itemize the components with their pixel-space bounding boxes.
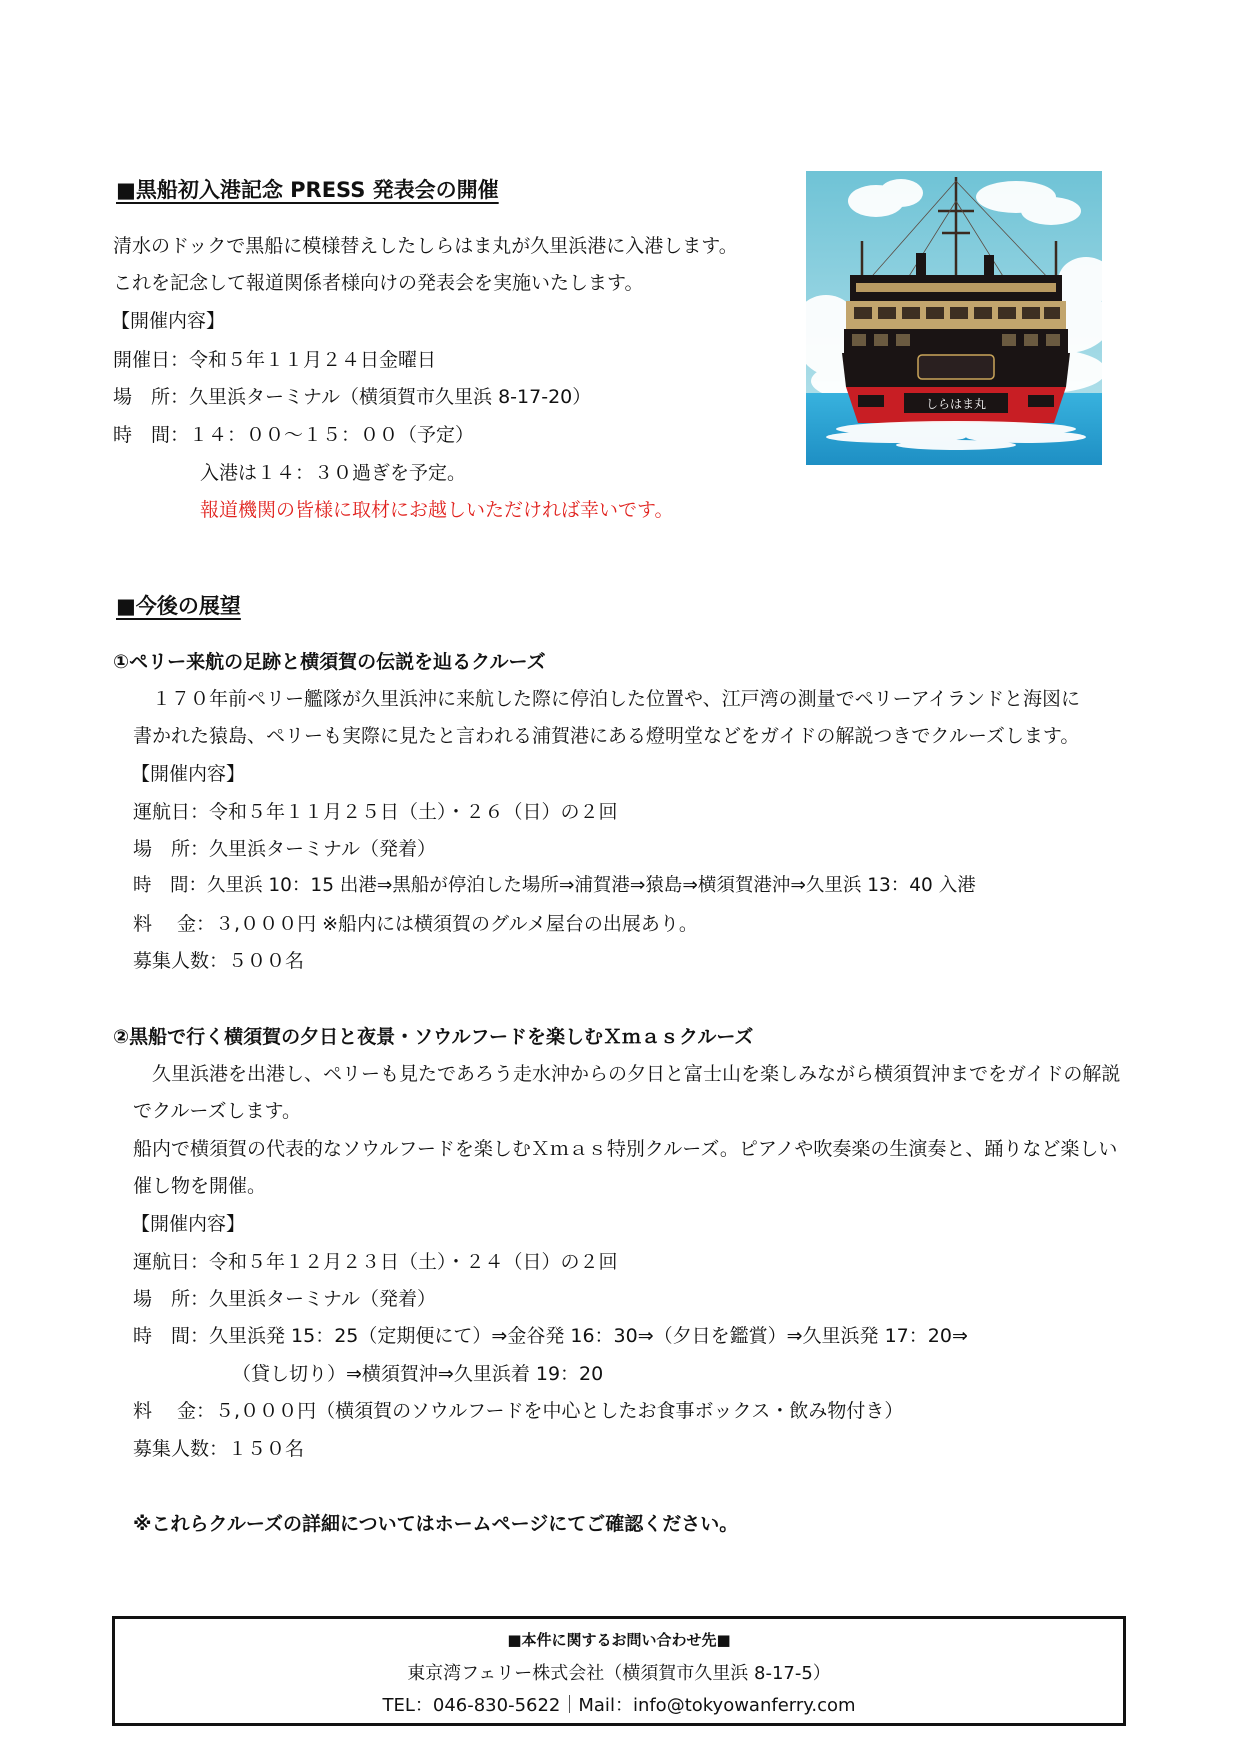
details-label: 【開催内容】 <box>111 310 226 332</box>
cruise2-fee: 料 金：５,０００円（横須賀のソウルフードを中心としたお食事ボックス・飲み物付き） <box>133 1400 904 1422</box>
contact-box <box>112 1616 1126 1726</box>
event-time: 時 間：１４：００～１５：００（予定） <box>113 424 475 446</box>
cruise1-details-label: 【開催内容】 <box>131 763 246 785</box>
cruise2-time: 時 間：久里浜発 15：25（定期便にて）⇒金谷発 16：30⇒（夕日を鑑賞）⇒久里浜発 17：20⇒ <box>133 1325 968 1347</box>
hull-label: しらはま丸 <box>925 397 987 411</box>
press-notice: 報道機関の皆様に取材にお越しいただければ幸いです。 <box>200 499 674 521</box>
contact-tel-mail: TEL：046-830-5622｜Mail：info@tokyowanferry.com <box>382 1695 856 1716</box>
section-heading-press-event: ■黒船初入港記念 PRESS 発表会の開催 <box>116 178 499 202</box>
section-heading-outlook: ■今後の展望 <box>116 594 241 618</box>
cruise1-capacity: 募集人数：５００名 <box>133 950 305 972</box>
cruise1-title: ①ペリー来航の足跡と横須賀の伝説を辿るクルーズ <box>113 651 546 673</box>
cruise2-desc-1: 久里浜港を出港し、ペリーも見たであろう走水沖からの夕日と富士山を楽しみながら横須賀沖までをガイドの解説 <box>133 1063 1121 1085</box>
contact-company: 東京湾フェリー株式会社（横須賀市久里浜 8-17-5） <box>407 1663 831 1684</box>
cruise2-desc-3: 船内で横須賀の代表的なソウルフードを楽しむＸｍａｓ特別クルーズ。ピアノや吹奏楽の生演奏と、踊りなど楽しい <box>133 1138 1118 1160</box>
contact-title: ■本件に関するお問い合わせ先■ <box>507 1631 731 1649</box>
cruise1-place: 場 所：久里浜ターミナル（発着） <box>133 838 437 860</box>
cruise2-place: 場 所：久里浜ターミナル（発着） <box>133 1288 437 1310</box>
cruise2-desc-2: でクルーズします。 <box>133 1100 301 1122</box>
intro-line-2: これを記念して報道関係者様向けの発表会を実施いたします。 <box>113 272 644 294</box>
event-date: 開催日：令和５年１１月２４日金曜日 <box>113 349 437 371</box>
cruise2-title: ②黒船で行く横須賀の夕日と夜景・ソウルフードを楽しむＸｍａｓクルーズ <box>113 1026 754 1048</box>
cruise1-fee: 料 金：３,０００円 ※船内には横須賀のグルメ屋台の出展あり。 <box>133 913 698 935</box>
event-place: 場 所：久里浜ターミナル（横須賀市久里浜 8-17-20） <box>113 386 592 408</box>
cruise1-date: 運航日：令和５年１１月２５日（土）・２６（日）の２回 <box>133 801 618 823</box>
cruise1-time: 時 間：久里浜 10：15 出港⇒黒船が停泊した場所⇒浦賀港⇒猿島⇒横須賀港沖⇒久里浜 13：40 入港 <box>133 875 976 896</box>
cruise1-desc-1: １７０年前ペリー艦隊が久里浜沖に来航した際に停泊した位置や、江戸湾の測量でペリーアイランドと海図に <box>133 688 1080 710</box>
cruise2-date: 運航日：令和５年１２月２３日（土）・２４（日）の２回 <box>133 1251 618 1273</box>
cruise2-time-cont: （貸し切り）⇒横須賀沖⇒久里浜着 19：20 <box>232 1363 604 1385</box>
cruise2-details-label: 【開催内容】 <box>131 1213 246 1235</box>
cruise2-capacity: 募集人数：１５０名 <box>133 1438 305 1460</box>
intro-line-1: 清水のドックで黒船に模様替えしたしらはま丸が久里浜港に入港します。 <box>113 235 738 257</box>
arrival-note: 入港は１４：３０過ぎを予定。 <box>200 462 467 484</box>
details-note: ※これらクルーズの詳細についてはホームページにてご確認ください。 <box>133 1513 739 1535</box>
ship-illustration-icon <box>806 171 1102 465</box>
cruise2-desc-4: 催し物を開催。 <box>133 1175 267 1197</box>
cruise1-desc-2: 書かれた猿島、ペリーも実際に見たと言われる浦賀港にある燈明堂などをガイドの解説つきでクルーズします。 <box>133 725 1080 747</box>
